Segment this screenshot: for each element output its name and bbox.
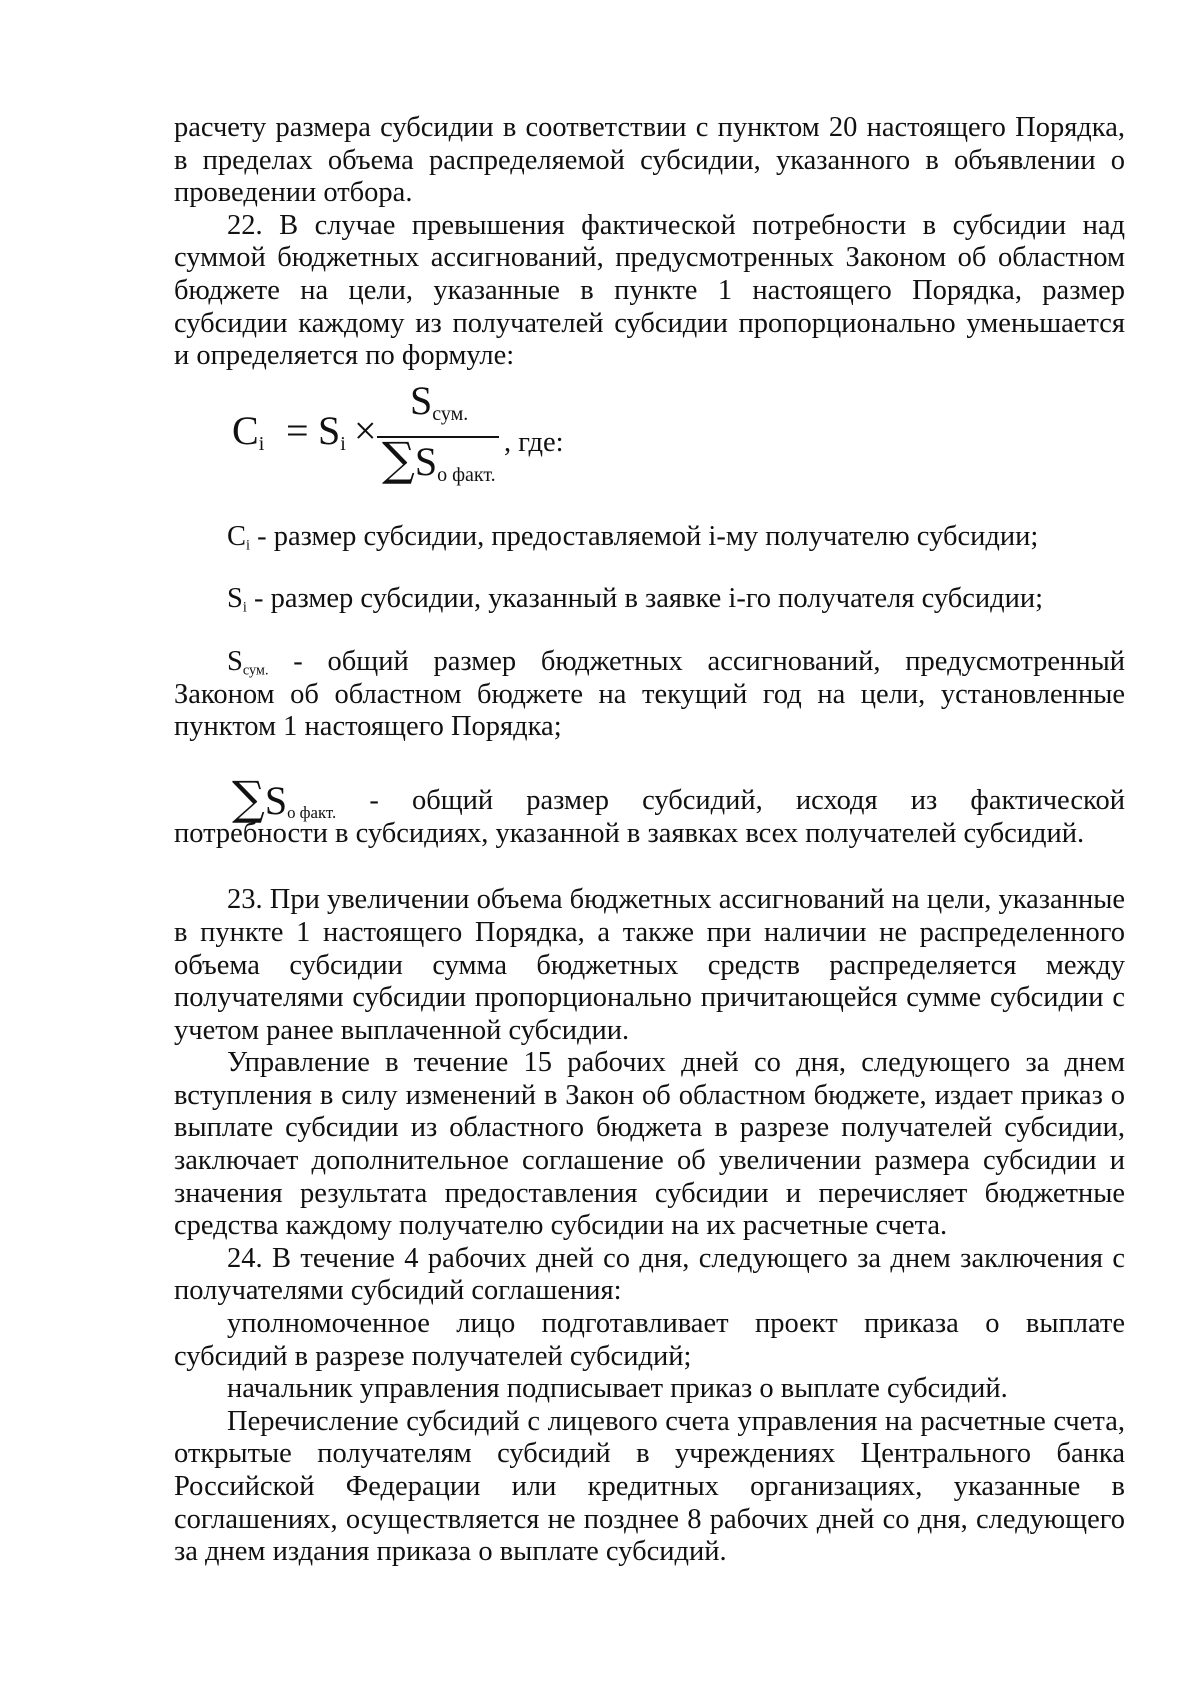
sum-fact-symbol: $\sum S_{о факт.}$ [232,771,337,826]
formula-equals: = [286,407,309,453]
dash: - [369,785,379,817]
definition-sum-fact-line [174,766,1125,826]
paragraph-authorized-person: уполномоченное лицо подготавливает проект приказа о выплате субсидий в разрезе получателей субсидий; [174,1308,1125,1372]
paragraph-head-signs: начальник управления подписывает приказ о выплате субсидий. [227,1373,1008,1405]
word: из [910,785,938,817]
word: исходя [795,785,878,817]
word: размер [526,785,609,817]
word: субсидий, [642,785,763,817]
formula-times: × [354,407,377,453]
definition-c-i: $C_i$ - размер субсидии, предоставляемой i-му получателю субсидии; [227,520,1039,554]
definition-s-sum: $S_{сум.}$ - общий размер бюджетных ассигнований, предусмотренный Законом об областном бюджете на текущий год на цели, установленные пунктом 1 настоящего Порядка; [174,645,1125,743]
definition-sum-fact [174,766,1125,851]
formula-where: , где: [504,426,564,458]
formula-denominator: $\sum S_{о факт.}$ [382,431,496,486]
formula-numerator: $S_{сум.}$ [410,377,469,425]
paragraph-management: Управление в течение 15 рабочих дней со дня, следующего за днем вступления в силу изменений в Закон об областном бюджете, издает приказ о выплате субсидии из областного бюджета в разрезе получателей субсидии, заключает дополнительное соглашение об увеличении размера субсидии и значения результата предоставления субсидии и перечисляет бюджетные средства каждому получателю субсидии на их расчетные счета. [174,1047,1125,1242]
formula-lhs: $C_i$ [232,407,265,455]
paragraph-22: 22. В случае превышения фактической потребности в субсидии над суммой бюджетных ассигнований, предусмотренных Законом об областном бюджете на цели, указанные в пункте 1 настоящего Порядка, размер субсидии каждому из получателей субсидии пропорционально уменьшается и определяется по формуле: [174,209,1125,372]
paragraph-24: 24. В течение 4 рабочих дней со дня, следующего за днем заключения с получателями субсидий соглашения: [174,1242,1125,1307]
word: фактической [970,785,1125,817]
sum-symbol: ∑ [382,431,415,486]
paragraph-23: 23. При увеличении объема бюджетных ассигнований на цели, указанные в пункте 1 настоящего Порядка, а также при наличии не распределенного объема субсидии сумма бюджетных средств распределяется между получателями субсидии пропорционально причитающейся сумме субсидии с учетом ранее выплаченной субсидии. [174,884,1125,1046]
paragraph-transfer: Перечисление субсидий с лицевого счета управления на расчетные счета, открытые получателям субсидий в учреждениях Центрального банка Российской Федерации или кредитных организациях, указанные в соглашениях, осуществляется не позднее 8 рабочих дней со дня, следующего за днем издания приказа о выплате субсидий. [174,1405,1125,1568]
paragraph-continuation: расчету размера субсидии в соответствии с пунктом 20 настоящего Порядка, в пределах объема распределяемой субсидии, указанного в объявлении о проведении отбора. [174,112,1125,209]
definition-s-i: $S_i$ - размер субсидии, указанный в заявке i-го получателя субсидии; [227,583,1044,616]
word: общий [411,785,494,817]
formula-s-i: $S_i$ [318,407,346,455]
document-page [174,112,1125,1569]
definition-sum-fact-continuation: потребности в субсидиях, указанной в заявках всех получателей субсидий. [174,817,1085,849]
subsidy-formula [232,379,1125,499]
